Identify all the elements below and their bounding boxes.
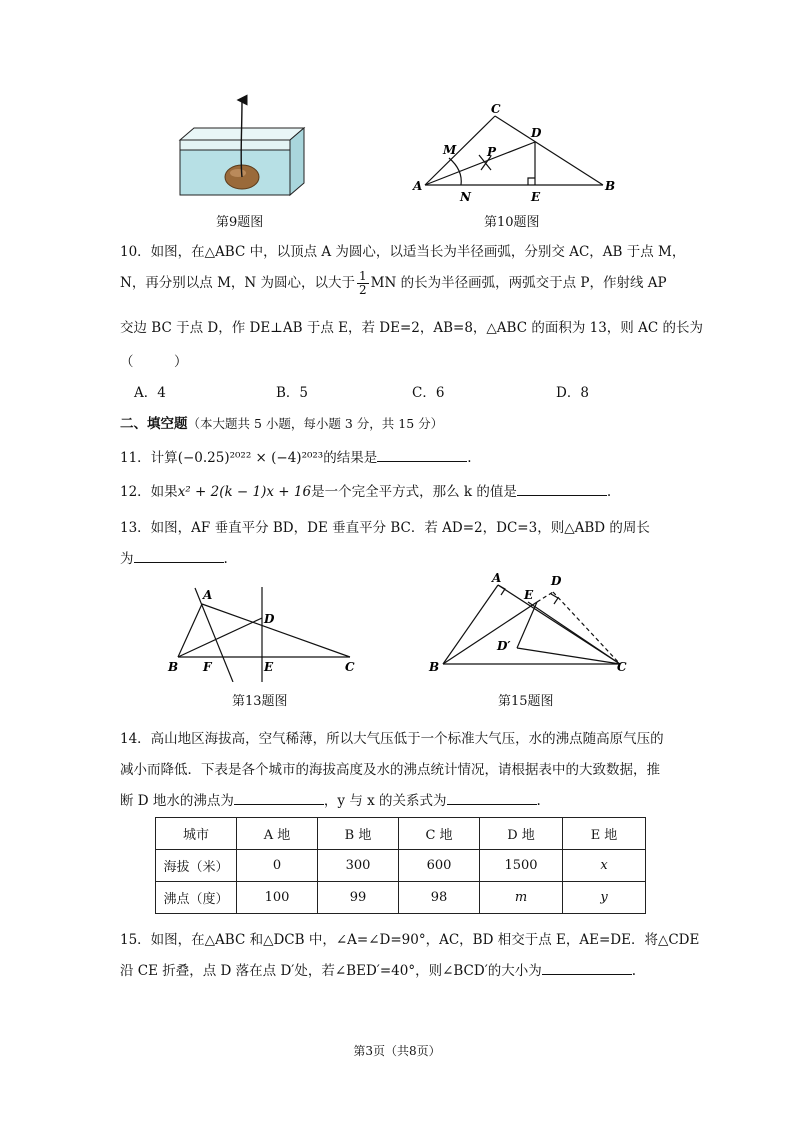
fig15-label-C: C [617, 660, 627, 674]
figure-15-drawing [425, 572, 635, 677]
fig10-label-N: N [460, 190, 471, 204]
q12-line [120, 480, 611, 500]
table-cell: 100 [237, 882, 318, 914]
q10-line-3: 交边 BC 于点 D，作 DE⊥AB 于点 E，若 DE=2，AB=8，△ABC 的面积为 13，则 AC 的长为 [120, 320, 703, 336]
q14-line-3a: 断 D 地水的沸点为 [120, 793, 234, 809]
table-cell: y [563, 882, 646, 914]
fig13-label-A: A [203, 588, 213, 602]
q10-line-2b: MN 的长为半径画弧，两弧交于点 P，作射线 AP [370, 275, 667, 291]
table-cell: 沸点（度） [156, 882, 237, 914]
q11-expression: (−0.25)²⁰²² × (−4)²⁰²³ [177, 450, 324, 466]
q11-answer-blank[interactable] [377, 447, 467, 462]
q10-line-2a: N，再分别以点 M，N 为圆心，以大于 [120, 275, 356, 291]
section-2-note: （本大题共 5 小题，每小题 3 分，共 15 分） [187, 416, 444, 431]
fig13-label-B: B [168, 660, 179, 674]
q13-line-1: 13．如图，AF 垂直平分 BD，DE 垂直平分 BC．若 AD=2，DC=3，则△ABD 的周长 [120, 520, 650, 536]
q14-line-3b: ，y 与 x 的关系式为 [323, 793, 447, 809]
fig10-label-D: D [531, 126, 542, 140]
fig13-label-E: E [264, 660, 274, 674]
fig15-label-B: B [429, 660, 440, 674]
fig10-label-B: B [605, 179, 616, 193]
q10-option-b: B．5 [276, 385, 309, 401]
q10-line-1: 10．如图，在△ABC 中，以顶点 A 为圆心，以适当长为半径画弧，分别交 AC，AB 于点 M， [120, 244, 686, 260]
figure-9-caption: 第9题图 [216, 215, 264, 230]
figure-13-caption: 第13题图 [232, 694, 288, 709]
boiling-point-table [155, 817, 646, 914]
figure-10-caption: 第10题图 [484, 215, 540, 230]
table-cell: 98 [399, 882, 480, 914]
q12-text-a: 12．如果 [120, 484, 178, 500]
page-footer: 第3页（共8页） [353, 1044, 441, 1058]
table-header-cell: D 地 [480, 818, 563, 850]
table-header-cell: B 地 [318, 818, 399, 850]
table-header-row [156, 818, 646, 850]
q14-end: . [536, 793, 541, 809]
q13-line-2-text: 为 [120, 551, 134, 567]
fig10-label-E: E [531, 190, 541, 204]
q11-text-b: 的结果是 [323, 450, 378, 466]
table-row [156, 850, 646, 882]
q11-text-a: 11．计算 [120, 450, 178, 466]
fig10-label-C: C [491, 102, 501, 116]
fig15-label-D-prime: D′ [497, 639, 511, 653]
q10-option-c: C．6 [412, 385, 445, 401]
fig13-label-F: F [203, 660, 212, 674]
q14-line-1: 14．高山地区海拔高，空气稀薄，所以大气压低于一个标准大气压，水的沸点随高原气压的 [120, 731, 664, 747]
q14-answer-blank-1[interactable] [234, 790, 324, 805]
table-cell: 0 [237, 850, 318, 882]
fig10-label-P: P [487, 145, 497, 159]
q14-line-3 [120, 789, 541, 809]
table-cell: 300 [318, 850, 399, 882]
q12-end: . [606, 484, 612, 500]
figure-10-drawing [405, 100, 625, 210]
q13-answer-blank[interactable] [134, 548, 224, 563]
fig15-label-A: A [492, 572, 502, 585]
q15-line-2-text: 沿 CE 折叠，点 D 落在点 D′处，若∠BED′=40°，则∠BCD′的大小为 [120, 963, 542, 979]
table-header-cell: E 地 [563, 818, 646, 850]
q13-end: . [223, 551, 228, 567]
q10-line-2 [120, 270, 667, 297]
section-2-title: 二、填空题 [120, 416, 188, 432]
q13-line-2 [120, 547, 228, 567]
figure-13-drawing [165, 582, 365, 682]
table-cell: x [563, 850, 646, 882]
figure-15-caption: 第15题图 [498, 694, 554, 709]
q12-text-b: 是一个完全平方式，那么 k 的值是 [311, 484, 517, 500]
q11-line [120, 446, 472, 466]
q10-option-a: A．4 [134, 385, 166, 401]
section-2-heading [120, 412, 443, 432]
q10-option-d: D．8 [556, 385, 589, 401]
q12-expression: x² + 2(k − 1)x + 16 [177, 484, 312, 500]
fig10-label-A: A [413, 179, 423, 193]
q12-answer-blank[interactable] [517, 481, 607, 496]
fig15-label-D: D [551, 574, 562, 588]
table-cell: 600 [399, 850, 480, 882]
table-cell: 1500 [480, 850, 563, 882]
q11-end: . [467, 450, 472, 466]
fig10-label-M: M [443, 143, 457, 157]
table-header-cell: 城市 [156, 818, 237, 850]
q14-line-2: 减小而降低．下表是各个城市的海拔高度及水的沸点统计情况，请根据表中的大致数据，推 [120, 762, 660, 778]
fig13-label-C: C [345, 660, 355, 674]
table-header-cell: C 地 [399, 818, 480, 850]
table-cell: 99 [318, 882, 399, 914]
q15-line-1: 15．如图，在△ABC 和△DCB 中，∠A=∠D=90°，AC，BD 相交于点 E，AE=DE．将△CDE [120, 932, 700, 948]
table-row [156, 882, 646, 914]
figure-9-drawing [170, 90, 310, 205]
table-cell: 海拔（米） [156, 850, 237, 882]
table-cell: m [480, 882, 563, 914]
table-header-cell: A 地 [237, 818, 318, 850]
q15-answer-blank[interactable] [542, 960, 632, 975]
q14-answer-blank-2[interactable] [447, 790, 537, 805]
q10-line-4: （ ） [120, 354, 188, 370]
q15-line-2 [120, 959, 636, 979]
q10-fraction [357, 270, 369, 297]
q10-frac-den: 2 [359, 283, 367, 297]
fig13-label-D: D [264, 612, 275, 626]
q10-frac-num: 1 [359, 269, 367, 283]
q15-end: . [631, 963, 637, 979]
fig15-label-E: E [524, 588, 534, 602]
